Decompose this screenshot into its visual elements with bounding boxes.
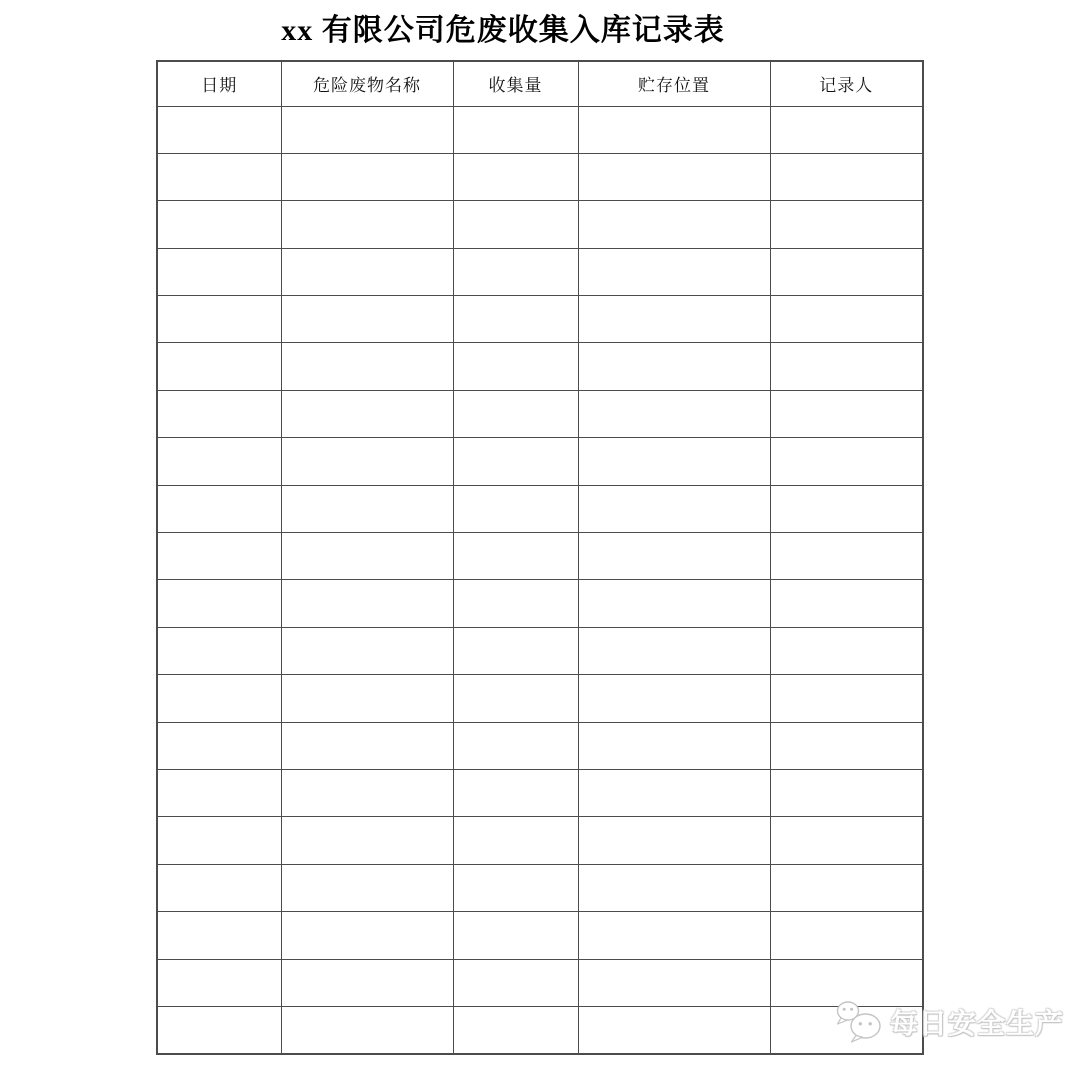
empty-cell <box>281 769 453 816</box>
table-row <box>157 580 923 627</box>
empty-cell <box>281 627 453 674</box>
table-row <box>157 675 923 722</box>
empty-cell <box>157 533 281 580</box>
empty-cell <box>578 817 770 864</box>
empty-cell <box>281 722 453 769</box>
empty-cell <box>157 627 281 674</box>
empty-cell <box>578 343 770 390</box>
empty-cell <box>770 959 923 1006</box>
empty-cell <box>453 438 578 485</box>
empty-cell <box>453 580 578 627</box>
empty-cell <box>157 580 281 627</box>
empty-cell <box>157 248 281 295</box>
empty-cell <box>453 343 578 390</box>
table-row <box>157 296 923 343</box>
empty-cell <box>157 912 281 959</box>
empty-cell <box>157 769 281 816</box>
empty-cell <box>578 201 770 248</box>
table-row <box>157 485 923 532</box>
empty-cell <box>157 201 281 248</box>
table-row <box>157 769 923 816</box>
empty-cell <box>453 533 578 580</box>
header-row <box>157 61 923 106</box>
empty-cell <box>770 1006 923 1053</box>
column-header-date: 日期 <box>157 61 281 106</box>
empty-cell <box>578 912 770 959</box>
empty-cell <box>157 485 281 532</box>
empty-cell <box>770 912 923 959</box>
table-row <box>157 533 923 580</box>
empty-cell <box>453 959 578 1006</box>
empty-cell <box>770 201 923 248</box>
empty-cell <box>281 390 453 437</box>
empty-cell <box>578 722 770 769</box>
empty-cell <box>578 153 770 200</box>
empty-cell <box>157 390 281 437</box>
empty-cell <box>157 438 281 485</box>
empty-cell <box>770 864 923 911</box>
watermark-text: 每日安全生产 <box>890 1008 1065 1039</box>
empty-cell <box>281 248 453 295</box>
empty-cell <box>453 296 578 343</box>
column-header-waste-name: 危险废物名称 <box>281 61 453 106</box>
empty-cell <box>453 627 578 674</box>
empty-cell <box>281 580 453 627</box>
empty-cell <box>157 722 281 769</box>
empty-cell <box>453 864 578 911</box>
empty-cell <box>157 343 281 390</box>
table-row <box>157 1006 923 1053</box>
empty-cell <box>281 533 453 580</box>
empty-cell <box>157 864 281 911</box>
empty-cell <box>453 390 578 437</box>
empty-cell <box>770 580 923 627</box>
empty-cell <box>157 817 281 864</box>
table-row <box>157 153 923 200</box>
empty-cell <box>770 627 923 674</box>
column-header-storage-location: 贮存位置 <box>578 61 770 106</box>
empty-cell <box>578 106 770 153</box>
empty-cell <box>157 675 281 722</box>
empty-cell <box>578 248 770 295</box>
empty-cell <box>770 817 923 864</box>
empty-cell <box>453 722 578 769</box>
empty-cell <box>281 817 453 864</box>
empty-cell <box>453 106 578 153</box>
empty-cell <box>578 675 770 722</box>
empty-cell <box>453 817 578 864</box>
empty-cell <box>453 248 578 295</box>
empty-cell <box>157 959 281 1006</box>
empty-cell <box>578 769 770 816</box>
table-row <box>157 627 923 674</box>
empty-cell <box>578 1006 770 1053</box>
empty-cell <box>578 533 770 580</box>
record-table <box>156 60 924 1055</box>
empty-cell <box>281 675 453 722</box>
table-row <box>157 438 923 485</box>
empty-cell <box>770 296 923 343</box>
empty-cell <box>770 438 923 485</box>
empty-cell <box>157 106 281 153</box>
empty-cell <box>578 438 770 485</box>
empty-cell <box>770 248 923 295</box>
empty-cell <box>281 296 453 343</box>
empty-cell <box>281 438 453 485</box>
empty-cell <box>578 864 770 911</box>
empty-cell <box>770 390 923 437</box>
empty-cell <box>578 580 770 627</box>
empty-cell <box>578 627 770 674</box>
page-title: xx 有限公司危废收集入库记录表 <box>281 14 725 47</box>
empty-cell <box>578 959 770 1006</box>
column-header-recorder: 记录人 <box>770 61 923 106</box>
table-row <box>157 959 923 1006</box>
table-row <box>157 248 923 295</box>
empty-cell <box>453 675 578 722</box>
empty-cell <box>281 864 453 911</box>
empty-cell <box>281 485 453 532</box>
table-row <box>157 817 923 864</box>
empty-cell <box>578 296 770 343</box>
empty-cell <box>281 343 453 390</box>
empty-cell <box>770 533 923 580</box>
empty-cell <box>157 296 281 343</box>
table-row <box>157 390 923 437</box>
empty-cell <box>281 912 453 959</box>
empty-cell <box>770 343 923 390</box>
empty-cell <box>578 485 770 532</box>
empty-cell <box>453 1006 578 1053</box>
empty-cell <box>770 769 923 816</box>
empty-cell <box>281 959 453 1006</box>
empty-cell <box>281 201 453 248</box>
empty-cell <box>770 153 923 200</box>
table-row <box>157 722 923 769</box>
empty-cell <box>281 153 453 200</box>
empty-cell <box>157 153 281 200</box>
empty-cell <box>453 769 578 816</box>
empty-cell <box>770 675 923 722</box>
empty-cell <box>770 485 923 532</box>
empty-cell <box>770 106 923 153</box>
empty-cell <box>770 722 923 769</box>
table-body <box>157 106 923 1054</box>
empty-cell <box>281 1006 453 1053</box>
table-row <box>157 201 923 248</box>
table-row <box>157 864 923 911</box>
column-header-collected-amount: 收集量 <box>453 61 578 106</box>
empty-cell <box>453 485 578 532</box>
table-row <box>157 106 923 153</box>
empty-cell <box>157 1006 281 1053</box>
table-row <box>157 343 923 390</box>
empty-cell <box>578 390 770 437</box>
empty-cell <box>453 153 578 200</box>
empty-cell <box>281 106 453 153</box>
empty-cell <box>453 201 578 248</box>
empty-cell <box>453 912 578 959</box>
table-row <box>157 912 923 959</box>
